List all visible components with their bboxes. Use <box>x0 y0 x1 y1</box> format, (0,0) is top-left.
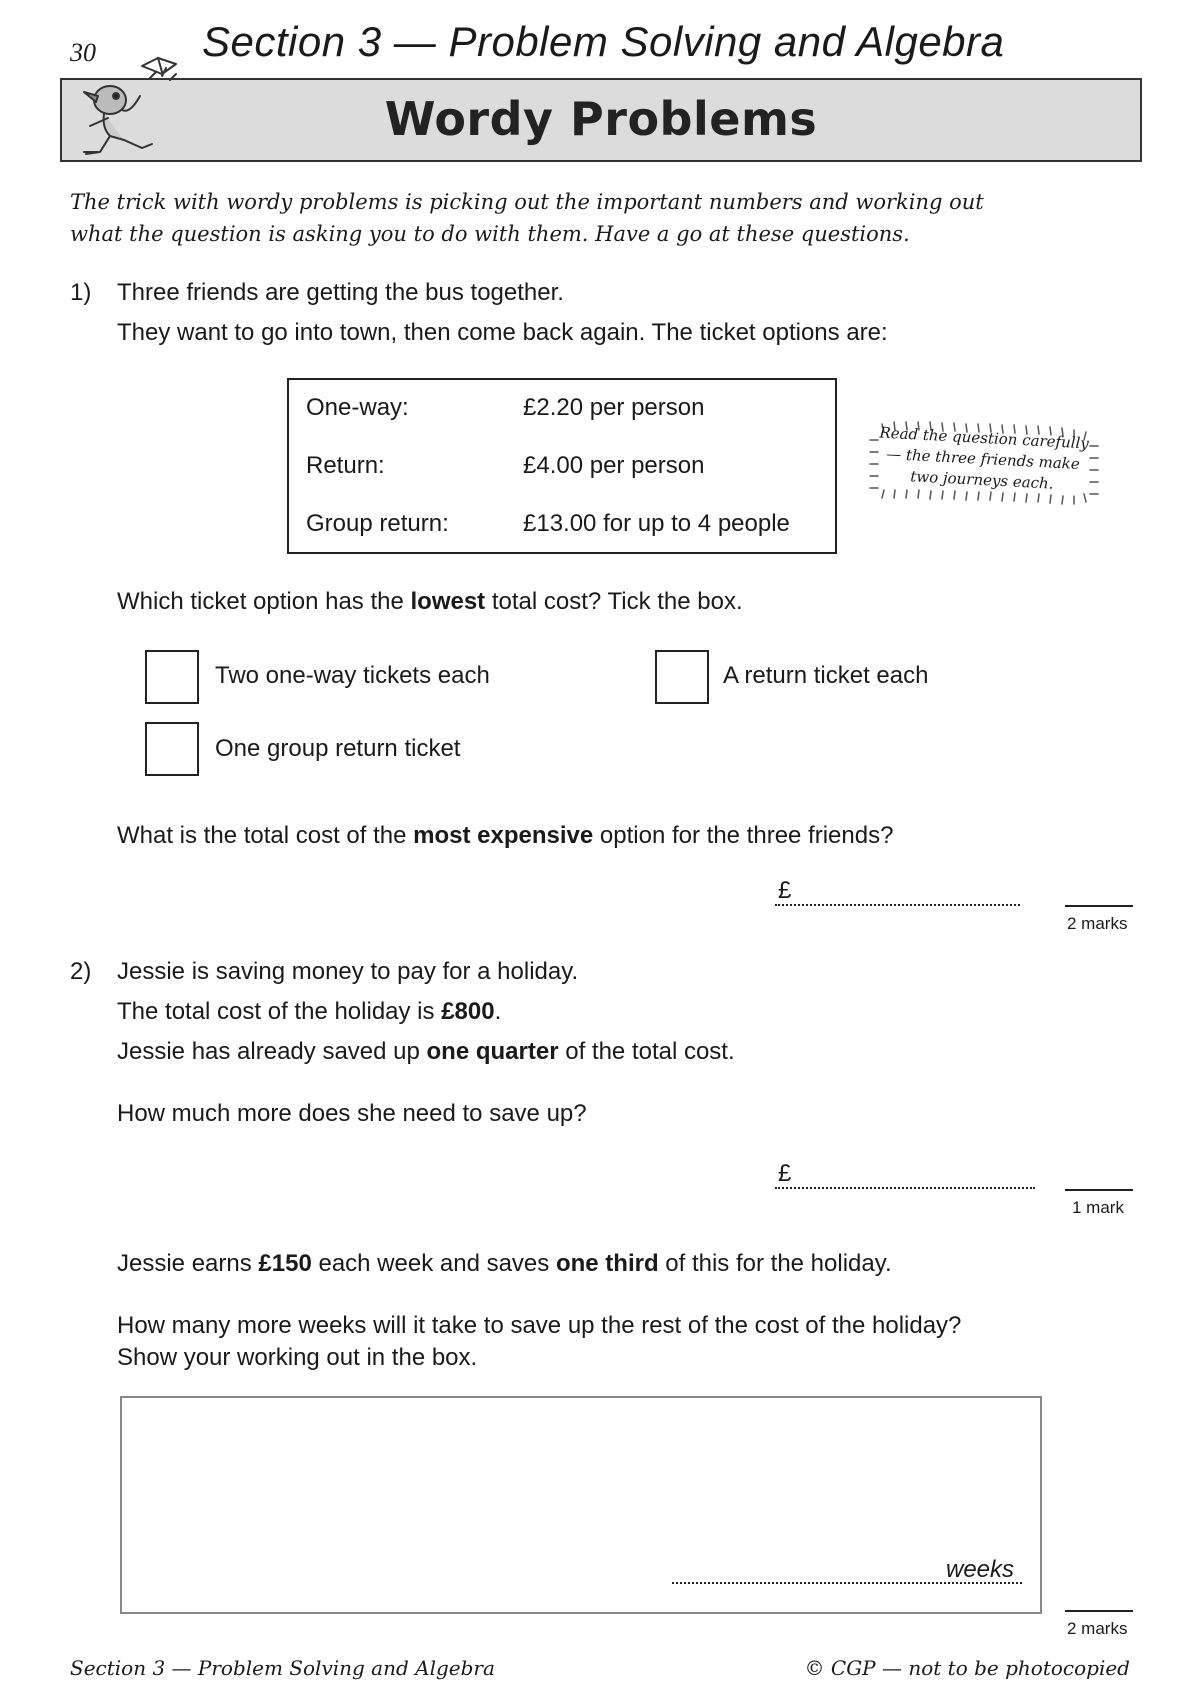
text-run: of the total cost. <box>558 1038 735 1065</box>
tip-line: two journeys each. <box>909 467 1054 493</box>
text-run: Which ticket option has the <box>117 588 411 615</box>
emphasis-text: lowest <box>410 588 486 615</box>
intro-line-1: The trick with wordy problems is picking out the important numbers and working out <box>70 190 984 214</box>
question-1-part-a <box>117 588 743 616</box>
ticket-price: £13.00 for up to 4 people <box>523 510 790 537</box>
text-run: . <box>494 998 502 1025</box>
ticket-options-table <box>287 378 837 554</box>
checkbox-two-one-way[interactable] <box>145 650 199 704</box>
intro-text <box>70 186 1070 250</box>
emphasis-text: one quarter <box>426 1038 559 1065</box>
option-label: A return ticket each <box>723 662 929 689</box>
marks-label: 1 mark <box>1072 1198 1124 1217</box>
question-2-line-1: Jessie is saving money to pay for a holiday. <box>117 958 579 985</box>
question-2-line-2 <box>117 998 501 1026</box>
working-out-box[interactable] <box>120 1396 1042 1614</box>
option-label: One group return ticket <box>215 735 461 762</box>
emphasis-text: £800 <box>441 998 495 1025</box>
text-run: What is the total cost of the <box>117 822 414 849</box>
title-banner <box>60 78 1142 162</box>
emphasis-text: £150 <box>258 1250 312 1277</box>
ticket-price: £2.20 per person <box>523 394 705 421</box>
text-run: Jessie has already saved up <box>117 1038 427 1065</box>
question-2-earnings <box>117 1250 892 1278</box>
emphasis-text: most expensive <box>413 822 594 849</box>
checkbox-return-each[interactable] <box>655 650 709 704</box>
question-2-part-b-line-1: How many more weeks will it take to save up the rest of the cost of the holiday? <box>117 1312 962 1339</box>
mark-line <box>1065 1189 1133 1191</box>
text-run: Jessie earns <box>117 1250 259 1277</box>
tip-bubble <box>868 414 1100 514</box>
question-1-line-2: They want to go into town, then come back again. The ticket options are: <box>117 319 888 346</box>
mark-line <box>1065 905 1133 907</box>
question-2-number: 2) <box>70 958 92 985</box>
currency-symbol: £ <box>778 1160 792 1187</box>
page-number: 30 <box>70 38 96 67</box>
currency-symbol: £ <box>778 877 792 904</box>
question-2-line-3 <box>117 1038 735 1066</box>
unit-label: weeks <box>946 1556 1015 1583</box>
running-character-with-book-icon <box>64 52 194 162</box>
option-label: Two one-way tickets each <box>215 662 490 689</box>
footer-copyright: © CGP — not to be photocopied <box>804 1656 1130 1680</box>
text-run: of this for the holiday. <box>658 1250 892 1277</box>
text-run: The total cost of the holiday is <box>117 998 442 1025</box>
tip-line: Read the question carefully <box>878 423 1090 453</box>
text-run: each week and saves <box>311 1250 556 1277</box>
marks-label: 2 marks <box>1067 914 1128 933</box>
ticket-label: Return: <box>306 452 385 479</box>
text-run: option for the three friends? <box>593 822 894 849</box>
question-2-part-a: How much more does she need to save up? <box>117 1100 587 1127</box>
question-1-line-1: Three friends are getting the bus together. <box>117 279 564 306</box>
question-1-number: 1) <box>70 279 92 306</box>
answer-line[interactable] <box>775 902 1020 906</box>
emphasis-text: one third <box>555 1250 659 1277</box>
ticket-label: One-way: <box>306 394 409 421</box>
intro-line-2: what the question is asking you to do with them. Have a go at these questions. <box>70 222 910 246</box>
footer-section-name: Section 3 — Problem Solving and Algebra <box>70 1656 495 1680</box>
page-title: Wordy Problems <box>384 92 818 146</box>
marks-label: 2 marks <box>1067 1619 1128 1638</box>
question-2-part-b-line-2: Show your working out in the box. <box>117 1344 478 1371</box>
answer-line[interactable] <box>775 1185 1035 1189</box>
ticket-price: £4.00 per person <box>523 452 705 479</box>
tip-text <box>876 423 1089 497</box>
text-run: total cost? Tick the box. <box>485 588 743 615</box>
section-heading: Section 3 — Problem Solving and Algebra <box>202 18 1005 65</box>
tip-line: — the three friends make <box>885 444 1081 474</box>
ticket-label: Group return: <box>306 510 449 537</box>
question-1-part-b <box>117 822 893 850</box>
mark-line <box>1065 1610 1133 1612</box>
checkbox-group-return[interactable] <box>145 722 199 776</box>
